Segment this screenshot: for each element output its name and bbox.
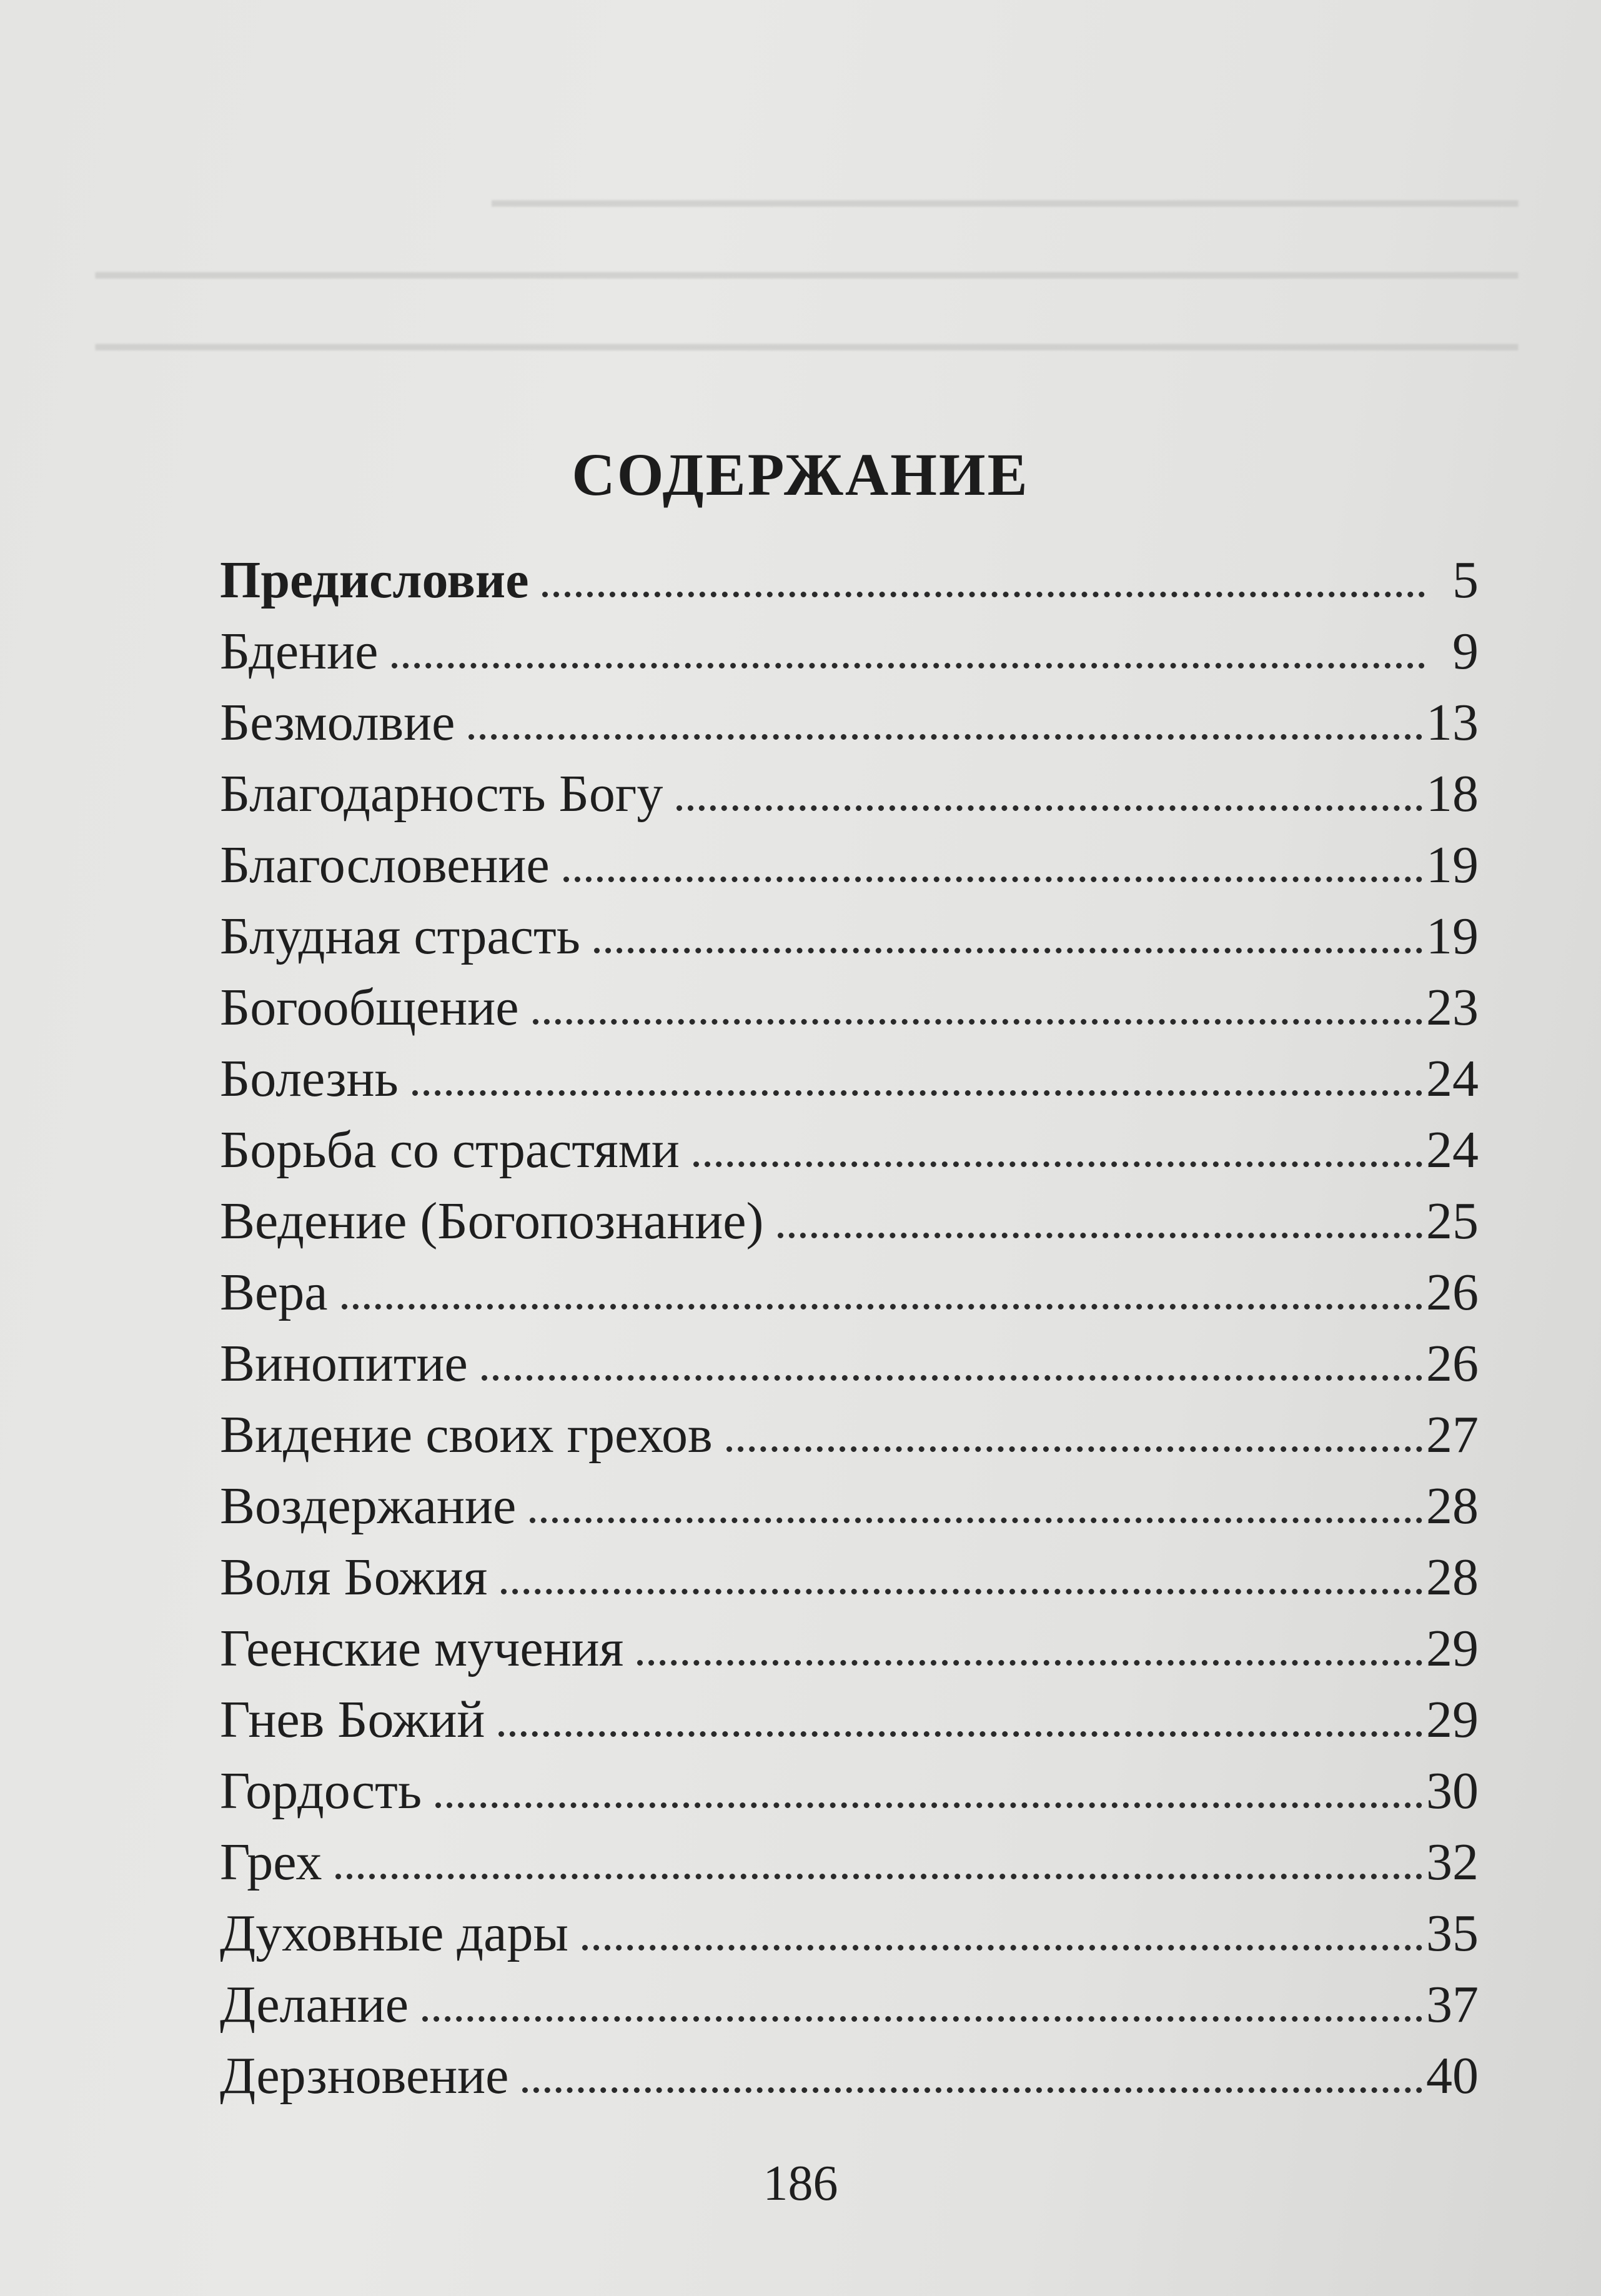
toc-entry-title: Ведение (Богопознание)	[220, 1192, 764, 1250]
toc-entry[interactable]	[220, 1048, 1479, 1120]
dot-leader	[498, 1731, 1422, 1737]
toc-entry-title: Воля Божия	[220, 1548, 488, 1606]
toc-entry[interactable]	[220, 906, 1479, 977]
toc-entry-title: Бдение	[220, 622, 379, 680]
toc-entry[interactable]	[220, 977, 1479, 1048]
toc-entry-title: Вера	[220, 1263, 328, 1321]
dot-leader	[677, 805, 1422, 811]
toc-entry-page: 29	[1426, 1691, 1479, 1749]
toc-entry[interactable]	[220, 1974, 1479, 2045]
toc-entry-title: Винопитие	[220, 1334, 468, 1393]
toc-entry[interactable]	[220, 621, 1479, 692]
toc-entry-page: 32	[1426, 1833, 1479, 1891]
toc-entry-title: Геенские мучения	[220, 1619, 624, 1677]
toc-entry-page: 9	[1452, 622, 1479, 680]
dot-leader	[542, 592, 1425, 597]
toc-entry-title: Богообщение	[220, 978, 519, 1036]
toc-entry-title: Предисловие	[220, 551, 529, 609]
dot-leader	[335, 1874, 1422, 1879]
toc-entry-title: Блудная страсть	[220, 907, 580, 965]
dot-leader	[533, 1019, 1423, 1025]
toc-entry-page: 24	[1426, 1121, 1479, 1179]
toc-entry[interactable]	[220, 2045, 1479, 2117]
dot-leader	[522, 2087, 1422, 2093]
dot-leader	[482, 1375, 1422, 1381]
toc-entry-page: 26	[1426, 1334, 1479, 1393]
toc-entry[interactable]	[220, 1761, 1479, 1832]
dot-leader	[778, 1233, 1422, 1238]
toc-entry-page: 19	[1426, 836, 1479, 894]
toc-entry-page: 13	[1426, 693, 1479, 752]
toc-entry-title: Болезнь	[220, 1050, 399, 1108]
dot-leader	[563, 877, 1422, 882]
toc-entry[interactable]	[220, 1262, 1479, 1333]
toc-entry[interactable]	[220, 1547, 1479, 1618]
dot-leader	[468, 734, 1422, 740]
toc-entry-title: Грех	[220, 1833, 322, 1891]
toc-entry[interactable]	[220, 1120, 1479, 1191]
dot-leader	[637, 1660, 1422, 1666]
toc-entry-page: 27	[1426, 1406, 1479, 1464]
toc-entry-title: Борьба со страстями	[220, 1121, 680, 1179]
toc-entry-page: 19	[1426, 907, 1479, 965]
toc-entry[interactable]	[220, 1404, 1479, 1476]
dot-leader	[435, 1802, 1422, 1808]
toc-entry-title: Гнев Божий	[220, 1691, 485, 1749]
toc-entry-title: Видение своих грехов	[220, 1406, 713, 1464]
toc-entry-page: 30	[1426, 1762, 1479, 1820]
toc-entry-page: 5	[1452, 551, 1479, 609]
toc-entry[interactable]	[220, 763, 1479, 835]
dot-leader	[594, 948, 1422, 953]
toc-entry-page: 28	[1426, 1548, 1479, 1606]
toc-entry[interactable]	[220, 835, 1479, 906]
toc-entry-title: Благодарность Богу	[220, 765, 663, 823]
toc-entry-page: 18	[1426, 765, 1479, 823]
toc-entry-page: 28	[1426, 1477, 1479, 1535]
toc-entry-page: 29	[1426, 1619, 1479, 1677]
page-title: СОДЕРЖАНИЕ	[572, 441, 1029, 509]
dot-leader	[530, 1518, 1422, 1523]
toc-entry-title: Безмолвие	[220, 693, 455, 752]
bleed-through-background: ━━━━━━━━━━━━━━━━━━━━━━━━━━━━━━━━━━━━━━━━━━━━ ━━━━━━━━━━━━━━━━━━━━━━━━━━━━━━━━━━━━━━━━━━━━━━━━━━━━━━━━━━━━━ ━━━━━━━━━━━━━━━━━━━━━━━━━━━━━━━━━━━━━━━━━━━━━━━━━━━━━━━━━━━━━	[96, 183, 1518, 369]
toc-entry[interactable]	[220, 1191, 1479, 1262]
toc-entry[interactable]	[220, 550, 1479, 621]
dot-leader	[422, 2016, 1422, 2022]
toc-entry-page: 35	[1426, 1904, 1479, 1962]
toc-entry[interactable]	[220, 692, 1479, 763]
page-number: 186	[763, 2156, 838, 2211]
table-of-contents	[220, 550, 1479, 2117]
toc-entry-title: Благословение	[220, 836, 550, 894]
toc-entry[interactable]	[220, 1618, 1479, 1689]
dot-leader	[693, 1161, 1422, 1167]
toc-entry-page: 24	[1426, 1050, 1479, 1108]
toc-entry-page: 37	[1426, 1975, 1479, 2034]
toc-entry[interactable]	[220, 1476, 1479, 1547]
dot-leader	[342, 1304, 1422, 1310]
dot-leader	[582, 1945, 1422, 1951]
toc-entry[interactable]	[220, 1903, 1479, 1974]
toc-entry-page: 25	[1426, 1192, 1479, 1250]
toc-entry-title: Делание	[220, 1975, 409, 2034]
dot-leader	[726, 1446, 1422, 1452]
toc-entry[interactable]	[220, 1333, 1479, 1404]
dot-leader	[392, 663, 1425, 668]
toc-entry-page: 26	[1426, 1263, 1479, 1321]
toc-entry-title: Гордость	[220, 1762, 422, 1820]
toc-entry-page: 23	[1426, 978, 1479, 1036]
toc-entry[interactable]	[220, 1689, 1479, 1761]
dot-leader	[501, 1589, 1422, 1594]
toc-entry[interactable]	[220, 1832, 1479, 1903]
toc-entry-title: Духовные дары	[220, 1904, 568, 1962]
dot-leader	[412, 1090, 1422, 1096]
toc-entry-page: 40	[1426, 2047, 1479, 2105]
toc-entry-title: Дерзновение	[220, 2047, 509, 2105]
toc-entry-title: Воздержание	[220, 1477, 517, 1535]
